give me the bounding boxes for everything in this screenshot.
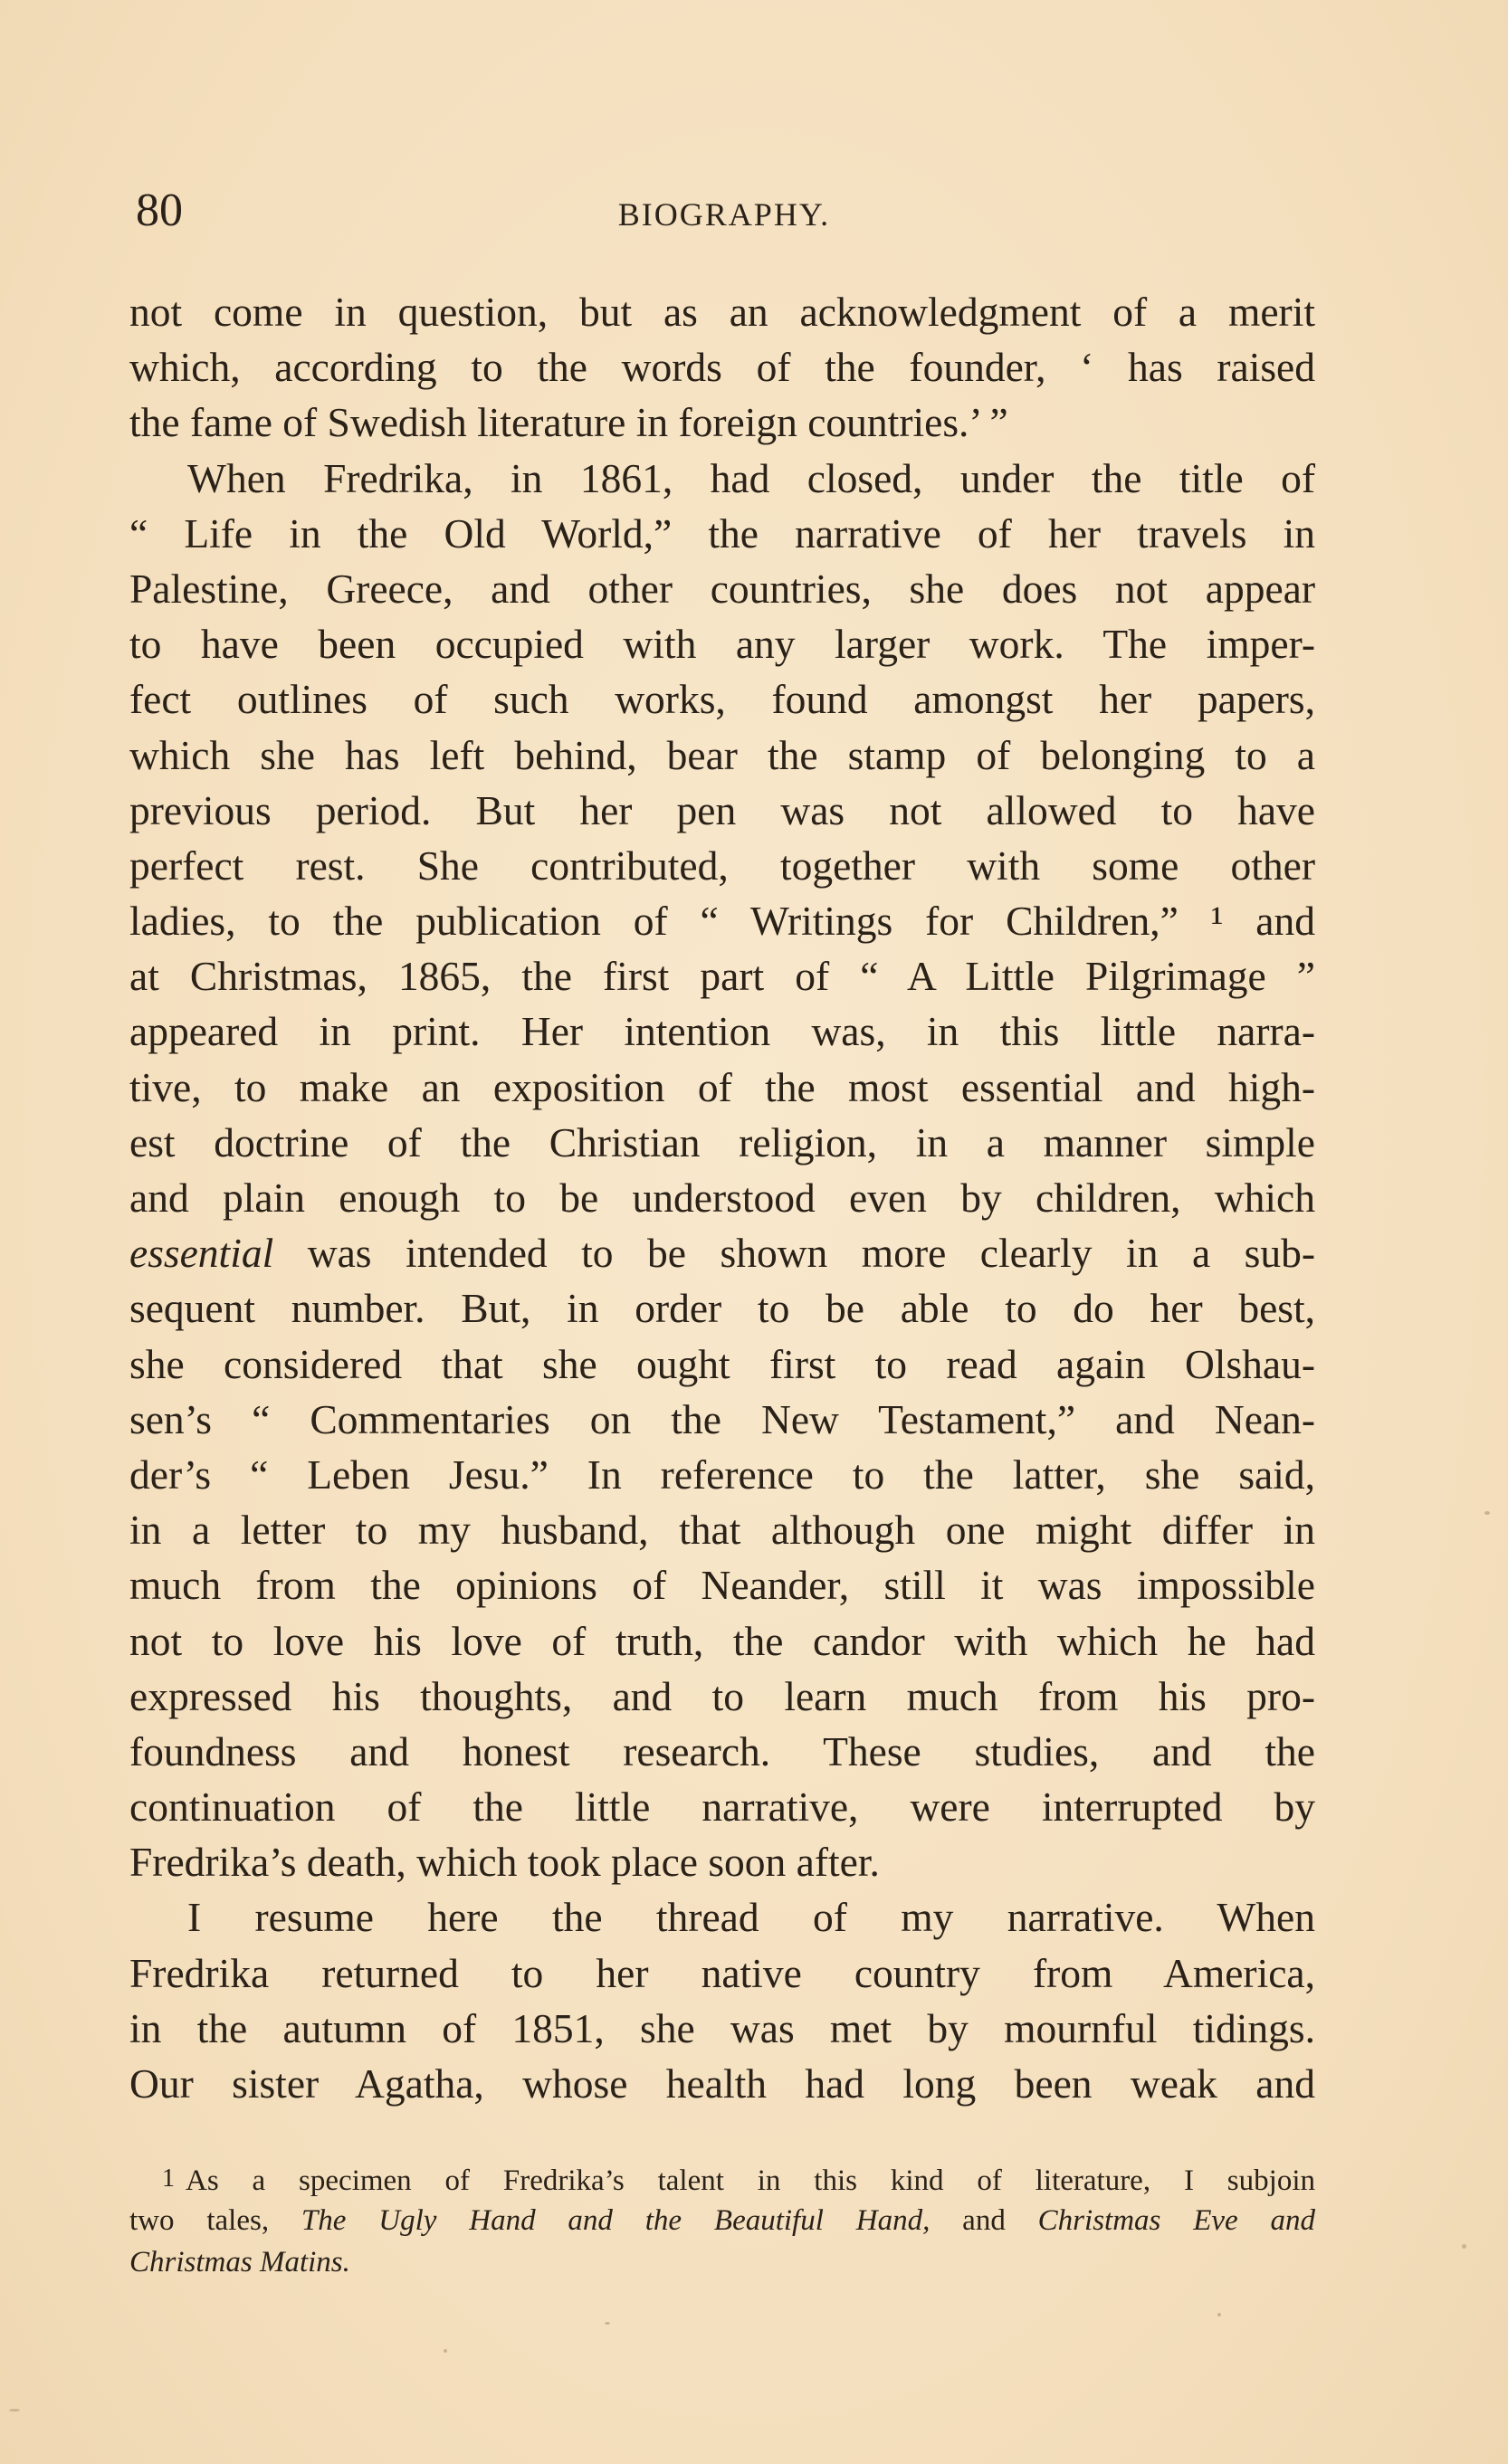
text-line: foundness and honest research. These studies, and the [129,1727,1315,1774]
footnote-title: Christmas Eve and [1037,2204,1316,2237]
text-line: der’s “ Leben Jesu.” In reference to the latter, she said, [129,1451,1315,1498]
footnote-line [129,2158,1315,2200]
footnote-text: and [962,2204,1006,2237]
footnote-title: The Ugly Hand and the Beautiful Hand, [301,2204,931,2237]
text-line: Palestine, Greece, and other countries, she does not appear [129,565,1315,612]
text-line: in a letter to my husband, that although one might differ in [129,1507,1315,1554]
text-line: at Christmas, 1865, the first part of “ A Little Pilgrimage ” [129,953,1315,1000]
text-line: sequent number. But, in order to be able to do her best, [129,1285,1315,1332]
text-line: continuation of the little narrative, were interrupted by [129,1784,1315,1831]
text-line: expressed his thoughts, and to learn much from his pro- [129,1672,1315,1719]
text-line: which she has left behind, bear the stamp of belonging to a [129,731,1315,778]
footnote-title: Christmas Matins. [129,2246,350,2278]
paper-speck [444,2349,447,2353]
body-text [129,284,1315,2111]
text-line: perfect rest. She contributed, together with some other [129,842,1315,889]
footnote-line [129,2200,1315,2241]
text-line: much from the opinions of Neander, still it was impossible [129,1562,1315,1609]
text-line: When Fredrika, in 1861, had closed, under the title of [187,454,1315,501]
text-line: tive, to make an exposition of the most essential and high- [129,1063,1315,1110]
text-line: I resume here the thread of my narrative. When [187,1894,1315,1941]
text-line: appeared in print. Her intention was, in this little narra- [129,1008,1315,1055]
page-number: 80 [136,185,183,236]
footnote-text: two tales, [129,2204,270,2237]
text-line: est doctrine of the Christian religion, in a manner simple [129,1118,1315,1165]
paper-speck [1484,1511,1490,1515]
paper-speck [1217,2313,1221,2317]
page-header [136,179,1312,243]
text-line: Fredrika returned to her native country from America, [129,1949,1315,1996]
text-line: in the autumn of 1851, she was met by mournful tidings. [129,2004,1315,2051]
text-line: she considered that she ought first to read again Olshau- [129,1340,1315,1387]
running-head: BIOGRAPHY. [617,196,831,233]
footnote-text: As a specimen of Fredrika’s talent in this kind of literature, I subjoin [186,2164,1315,2197]
text-line: not to love his love of truth, the candor with which he had [129,1617,1315,1664]
text-line-with-italic [129,1225,1315,1280]
paper-speck [9,2409,20,2412]
text-line: not come in question, but as an acknowledgment of a merit [129,289,1315,335]
text-line-rest: was intended to be shown more clearly in a sub- [307,1230,1315,1277]
text-line: Fredrika’s death, which took place soon after. [129,1839,880,1886]
text-line: which, according to the words of the founder, ‘ has raised [129,344,1315,391]
paper-speck [1462,2244,1466,2249]
text-line: to have been occupied with any larger work. The imper- [129,621,1315,668]
footnote-line [129,2241,1315,2283]
text-line: Our sister Agatha, whose health had long been weak and [129,2060,1315,2107]
text-line: fect outlines of such works, found amongst her papers, [129,676,1315,723]
text-line: and plain enough to be understood even by children, which [129,1175,1315,1221]
text-line: sen’s “ Commentaries on the New Testament,” and Nean- [129,1395,1315,1442]
italic-word: essential [129,1230,274,1277]
paper-speck [605,2322,610,2325]
text-line: ladies, to the publication of “ Writings for Children,” ¹ and [129,898,1315,945]
text-line: previous period. But her pen was not allowed to have [129,786,1315,833]
footnote-marker: 1 [162,2164,175,2193]
text-line: “ Life in the Old World,” the narrative of her travels in [129,509,1315,557]
text-line: the fame of Swedish literature in foreign countries.’ ” [129,399,1008,446]
footnote [129,2158,1315,2283]
